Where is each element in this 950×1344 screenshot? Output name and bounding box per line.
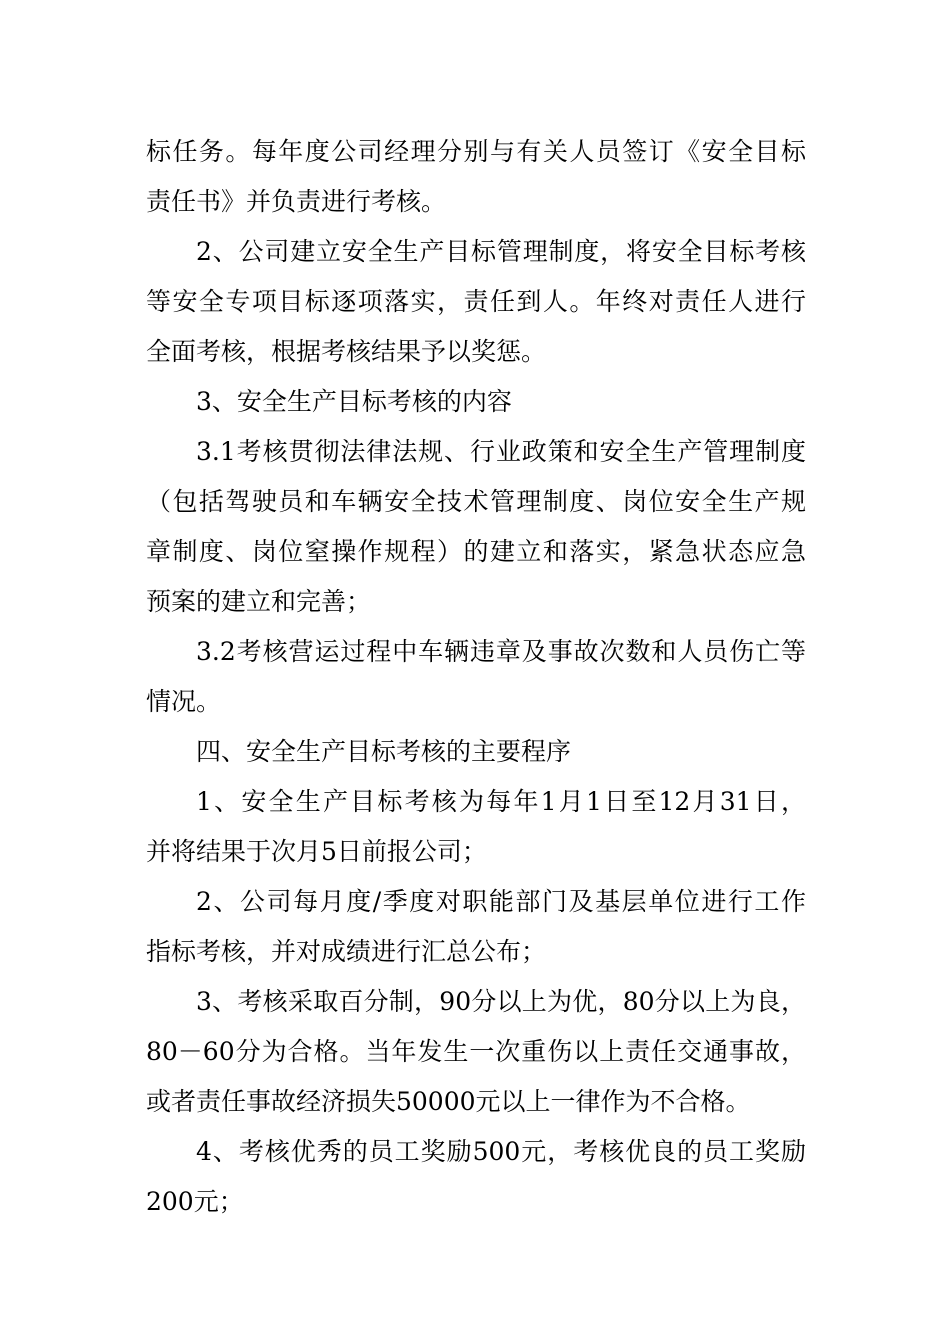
text-line-17: 指标考核，并对成绩进行汇总公布； <box>146 937 547 966</box>
text-line-8: （包括驾驶员和车辆安全技术管理制度、岗位安全生产规 <box>146 487 806 516</box>
text-line-2: 责任书》并负责进行考核。 <box>146 187 447 216</box>
text-line-3: 2、公司建立安全生产目标管理制度，将安全目标考核 <box>196 237 806 266</box>
text-line-7: 3.1考核贯彻法律法规、行业政策和安全生产管理制度 <box>196 437 806 466</box>
text-line-9: 章制度、岗位窒操作规程）的建立和落实，紧急状态应急 <box>146 537 806 566</box>
text-line-14: 1、安全生产目标考核为每年1月1日至12月31日， <box>196 787 806 816</box>
text-line-11: 3.2考核营运过程中车辆违章及事故次数和人员伤亡等 <box>196 637 806 666</box>
text-line-5: 全面考核，根据考核结果予以奖惩。 <box>146 337 547 366</box>
text-line-1: 标任务。每年度公司经理分别与有关人员签订《安全目标 <box>146 137 806 166</box>
text-line-10: 预案的建立和完善； <box>146 587 372 616</box>
text-line-19: 80－60分为合格。当年发生一次重伤以上责任交通事故， <box>146 1037 806 1066</box>
text-line-20: 或者责任事故经济损失50000元以上一律作为不合格。 <box>146 1087 751 1116</box>
text-line-12: 情况。 <box>146 687 222 716</box>
text-line-21: 4、考核优秀的员工奖励500元，考核优良的员工奖励 <box>196 1137 806 1166</box>
text-line-4: 等安全专项目标逐项落实，责任到人。年终对责任人进行 <box>146 287 806 316</box>
text-line-6: 3、安全生产目标考核的内容 <box>196 387 512 416</box>
text-line-15: 并将结果于次月5日前报公司； <box>146 837 487 866</box>
text-line-22: 200元； <box>146 1187 244 1216</box>
section-heading: 四、安全生产目标考核的主要程序 <box>196 737 572 766</box>
text-line-16: 2、公司每月度/季度对职能部门及基层单位进行工作 <box>196 887 806 916</box>
text-line-18: 3、考核采取百分制，90分以上为优，80分以上为良， <box>196 987 806 1016</box>
